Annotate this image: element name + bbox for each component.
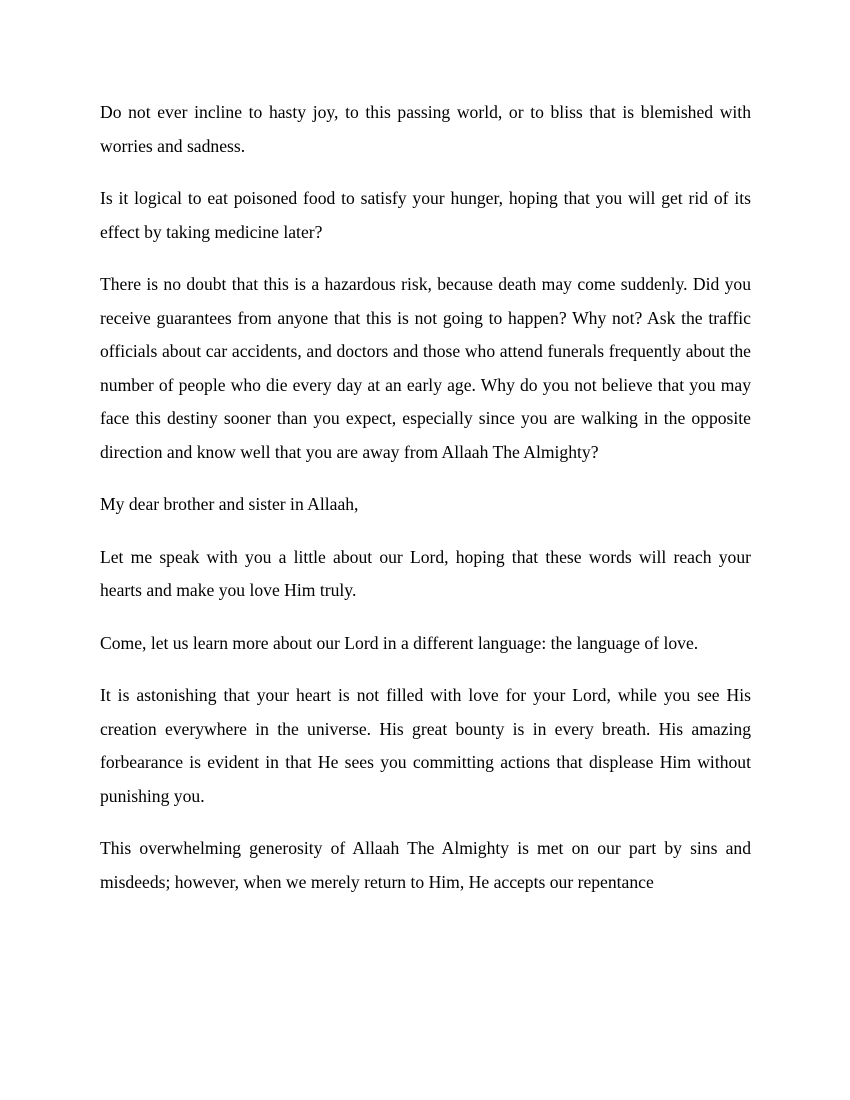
salutation: My dear brother and sister in Allaah, (100, 494, 359, 514)
paragraph: Is it logical to eat poisoned food to satisfy your hunger, hoping that you will get rid of its effect by taking medicine later? (100, 188, 751, 242)
paragraph: It is astonishing that your heart is not filled with love for your Lord, while you see His creation everywhere in the universe. His great bounty is in every breath. His amazing forbearance is evident in that He sees you committing actions that displease Him without punishing you. (100, 685, 751, 806)
paragraph: There is no doubt that this is a hazardous risk, because death may come suddenly. Did you receive guarantees from anyone that this is not going to happen? Why not? Ask the traffic officials about car accidents, and doctors and those who attend funerals frequently about the number of people who die every day at an early age. Why do you not believe that you may face this destiny sooner than you expect, especially since you are walking in the opposite direction and know well that you are away from Allaah The Almighty? (100, 274, 751, 462)
document-body (100, 96, 751, 918)
paragraph: Do not ever incline to hasty joy, to this passing world, or to bliss that is blemished with worries and sadness. (100, 102, 751, 156)
paragraph: Come, let us learn more about our Lord in a different language: the language of love. (100, 632, 699, 653)
paragraph: Let me speak with you a little about our Lord, hoping that these words will reach your hearts and make you love Him truly. (100, 546, 751, 600)
paragraph: This overwhelming generosity of Allaah The Almighty is met on our part by sins and misdeeds; however, when we merely return to Him, He accepts our repentance (100, 838, 751, 892)
